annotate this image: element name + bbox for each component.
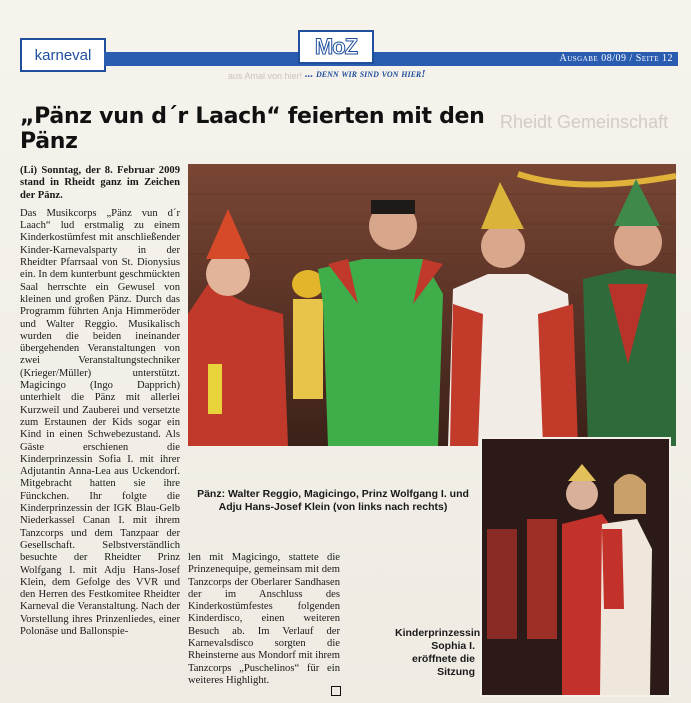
inset-photo [480,437,671,697]
section-tag: karneval [20,38,106,72]
article-end-mark [331,686,341,696]
article-body-middle: len mit Magicingo, stattete die Prinzenequipe, gemeinsam mit dem Tanzcorps der Oberlarer Sandhasen der im Anschluss des Kinderkostümfestes folgenden Kinderdisco, einen weiteren Besuch ab. Im Verlauf der Karnevalsdisco sorgten die Rheinsterne aus Mondorf mit ihrem Tanzcorps „Puschelinos“ für ein weiteres Highlight. [188,552,340,686]
article-column-left [20,165,180,644]
main-photo [188,164,676,446]
article-headline: „Pänz vun d´r Laach“ feierten mit den Pänz [20,104,485,154]
article-column-middle [188,552,340,693]
main-photo-caption: Pänz: Walter Reggio, Magicingo, Prinz Wolfgang I. und Adju Hans-Josef Klein (von links nach rechts) [197,488,469,513]
slogan: ... denn wir sind von hier! [305,68,426,80]
bleed-through-text: aus Amal von hier! [228,71,303,81]
article-body-left: Das Musikcorps „Pänz vun d´r Laach“ lud erstmalig zu einem Kinderkostümfest mit anschließender Kinder-Karnevalsparty in der Rheidter Pfarrsaal von St. Dionysius ein. In dem kunterbunt geschmückten Saal herrschte ein Gewusel von kleinen und großen Pänz. Durch das Programm führten Anja Himmeröder und Walter Reggio. Musikalisch wurden die beiden ineinander übergehenden Veranstaltungen von zwei Veranstaltungstechniker (Krieger/Müller) unterstützt. Magicingo (Ingo Dapprich) unterhielt die Pänz mit allerlei Kurzweil und Zauberei und versetzte zum Erstaunen der Kids sogar ein Kind in einen Schwebezustand. Als Gäste erschienen die Kinderprinzessin Sofia I. mit ihrer Adjutantin Anna-Lea aus Uckendorf. Mitgebracht hatten sie ihre Fünckchen. Ihr folgte die Kinderprinzessin der IGK Blau-Gelb Niederkassel Canan I. mit ihrem Tanzcorps und dem Tanzpaar der Gesellschaft. Selbstverständlich besuchte der Rheidter Prinz Wolfgang I. mit Adju Hans-Josef Klein, dem Gefolge des VVR und den Herren des Festkomitee Rheidter Karneval die Veranstaltung. Nach der Vorstellung ihres Prinzenliedes, einer Polonäse und Ballonspie- [20,207,180,637]
issue-info: Ausgabe 08/09 / Seite 12 [559,53,673,64]
moz-logo: MoZ [298,30,374,64]
article-lead: (Li) Sonntag, der 8. Februar 2009 stand in Rheidt ganz im Zeichen der Pänz. [20,165,180,201]
bleed-through-text: Rheidt Gemeinschaft [500,112,669,132]
inset-photo-caption: Kinderprinzessin Sophia I. eröffnete die Sitzung [395,627,481,678]
